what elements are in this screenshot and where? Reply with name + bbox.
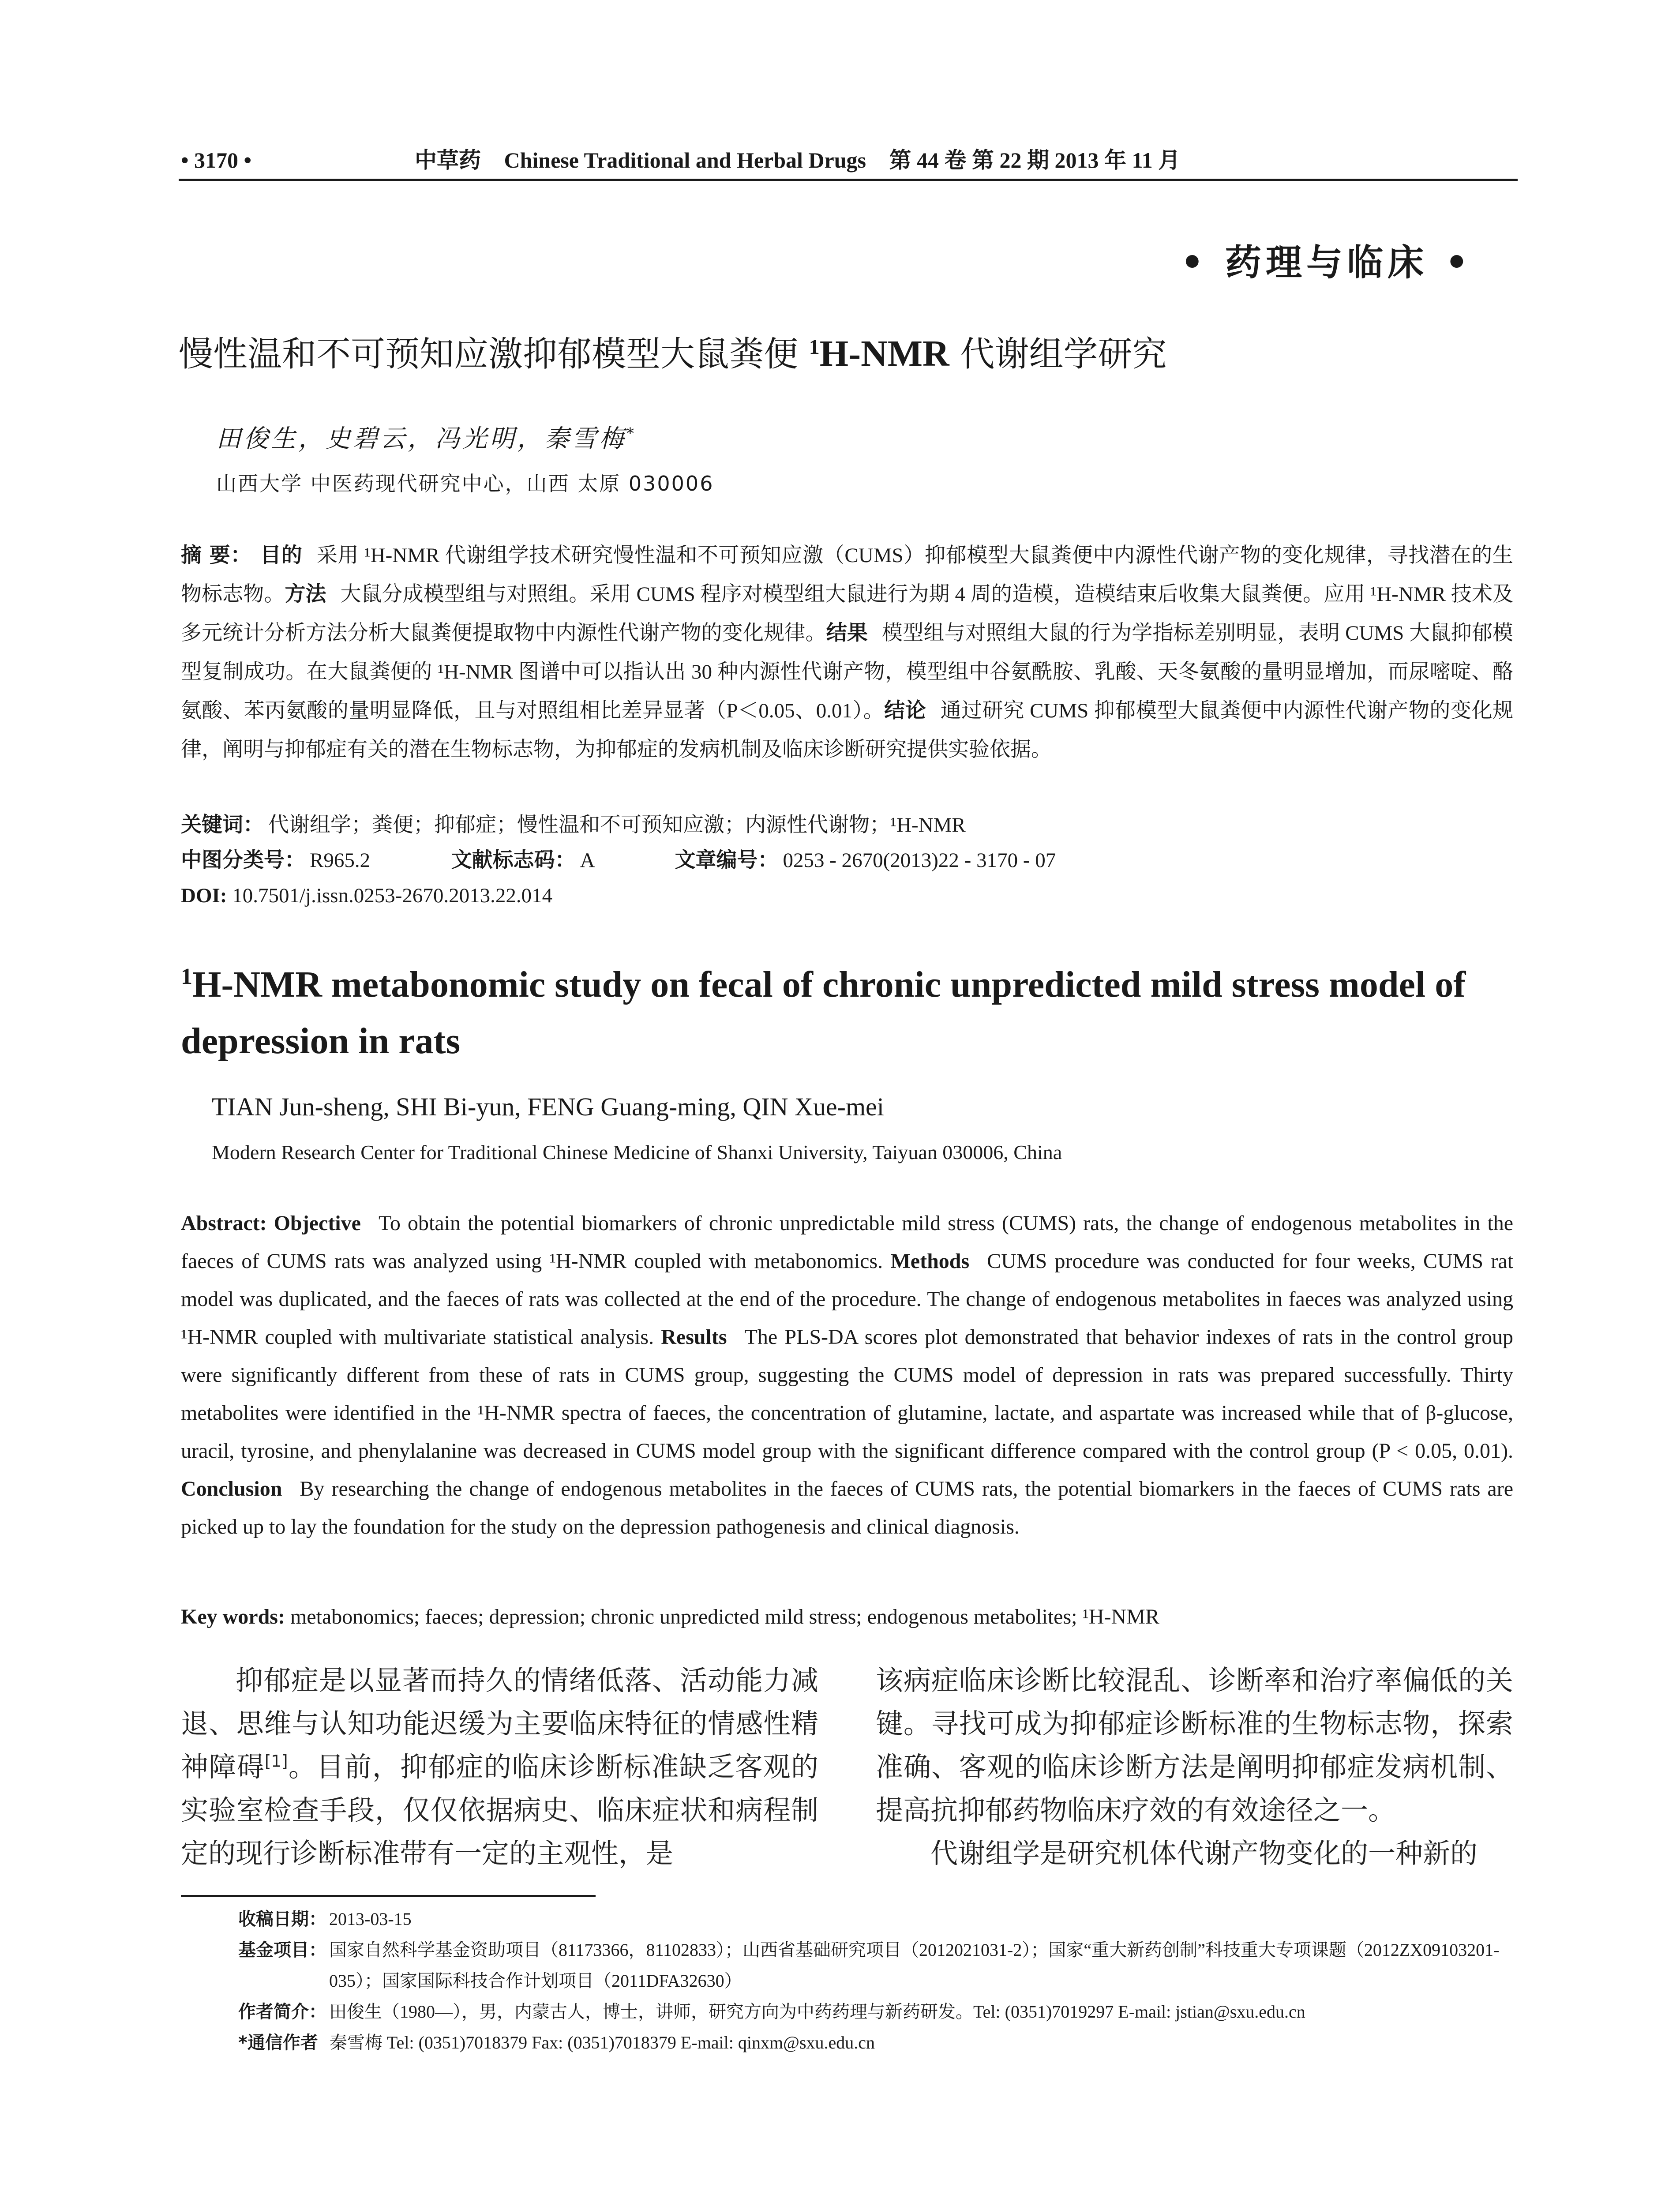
corresponding-text: 秦雪梅 Tel: (0351)7018379 Fax: (0351)7018379 E-mail: qinxm@sxu.edu.cn: [329, 2033, 875, 2052]
en-methods-label: Methods: [890, 1249, 970, 1273]
received-date: 2013-03-15: [329, 1909, 412, 1929]
body-paragraph: [181, 1659, 818, 1875]
en-abstract-label: Abstract:: [181, 1212, 267, 1235]
cn-methods-label: 方法: [285, 582, 326, 606]
en-keywords: [181, 1602, 1513, 1632]
body-column-right: [876, 1659, 1513, 1875]
en-conclusion-label: Conclusion: [181, 1477, 282, 1501]
cn-keywords-label: 关键词：: [181, 813, 264, 837]
author-bio-label: 作者简介：: [238, 2002, 326, 2022]
doc-code-value: A: [580, 849, 594, 872]
cn-title-sup: 1: [809, 335, 820, 359]
doi-value: 10.7501/j.issn.0253-2670.2013.22.014: [232, 884, 553, 907]
doc-code-label: 文献标志码：: [451, 848, 576, 872]
journal-name-en: Chinese Traditional and Herbal Drugs: [504, 148, 866, 173]
en-results: The PLS-DA scores plot demonstrated that behavior indexes of rats in the control group were significantly different from these of rats in CUMS group, suggesting the CUMS model of depression in rats was prepared successfully. Thirty metabolites were identified in the ¹H-NMR spectra of faeces, the concentration of glutamine, lactate, and aspartate was increased while that of β-glucose, uracil, tyrosine, and phenylalanine was decreased in CUMS model group with the significant difference compared with the control group (P < 0.05, 0.01).: [181, 1325, 1514, 1463]
cn-conclusion-label: 结论: [884, 698, 926, 723]
cn-keywords: [181, 810, 966, 840]
cn-author-names: 田俊生，史碧云，冯光明，秦雪梅: [216, 424, 626, 453]
article-no-value: 0253 - 2670(2013)22 - 3170 - 07: [783, 849, 1056, 872]
fund-label: 基金项目：: [238, 1940, 326, 1960]
citation-ref: [1]: [264, 1751, 288, 1771]
author-bio-text: 田俊生（1980—），男，内蒙古人，博士，讲师，研究方向为中药药理与新药研发。Tel: (0351)7019297 E-mail: jstian@sxu.edu.cn: [329, 2002, 1305, 2022]
footnote-rule: [181, 1895, 596, 1897]
cn-classification: [181, 845, 1056, 876]
cn-title-nmr: H-NMR: [819, 333, 949, 374]
body-text: 。目前，抑郁症的临床诊断标准缺乏客观的实验室检查手段，仅仅依据病史、临床症状和病程制定的现行诊断标准带有一定的主观性，是: [181, 1751, 818, 1869]
en-results-label: Results: [661, 1325, 727, 1349]
en-title-sup: 1: [181, 964, 192, 989]
cn-results-label: 结果: [826, 621, 868, 645]
header-rule: [179, 179, 1518, 181]
en-objective-label: Objective: [274, 1212, 361, 1235]
footnote-author: [238, 1996, 1518, 2027]
en-abstract: [181, 1204, 1513, 1546]
body-paragraph: 该病症临床诊断比较混乱、诊断率和治疗率偏低的关键。寻找可成为抑郁症诊断标准的生物标志物，探索准确、客观的临床诊断方法是阐明抑郁症发病机制、提高抗抑郁药物临床疗效的有效途径之一。: [876, 1664, 1513, 1826]
en-title: [181, 949, 1522, 1069]
body-text: 抑郁症是以显著而持久的情绪低落、活动能力减退、思维与认知功能迟缓为主要临床特征的情感性精神障碍: [181, 1664, 818, 1783]
cn-keywords-text: 代谢组学；粪便；抑郁症；慢性温和不可预知应激；内源性代谢物；¹H-NMR: [268, 814, 966, 837]
issue-info: 第 44 卷 第 22 期 2013 年 11 月: [889, 148, 1181, 173]
body-column-left: [181, 1659, 818, 1875]
journal-name-cn: 中草药: [415, 147, 481, 173]
en-methods: CUMS procedure was conducted for four weeks, CUMS rat model was duplicated, and the faeces of rats was collected at the end of the procedure. The change of endogenous metabolites in faeces was analyzed using ¹H-NMR coupled with multivariate statistical analysis.: [181, 1249, 1514, 1349]
doi-label: DOI:: [181, 884, 227, 907]
received-label: 收稿日期：: [238, 1909, 326, 1929]
section-tag: • 药理与临床 •: [1181, 241, 1473, 284]
en-title-text: H-NMR metabonomic study on fecal of chronic unpredicted mild stress model of depression in rats: [181, 964, 1466, 1062]
cn-title: [179, 326, 1520, 376]
corresponding-label: *通信作者: [238, 2033, 318, 2053]
cn-abstract: [181, 536, 1513, 769]
en-keywords-label: Key words:: [181, 1605, 285, 1628]
en-authors: TIAN Jun-sheng, SHI Bi-yun, FENG Guang-ming, QIN Xue-mei: [212, 1092, 884, 1121]
cn-title-prefix: 慢性温和不可预知应激抑郁模型大鼠粪便: [179, 334, 809, 374]
cn-conclusion: 通过研究 CUMS 抑郁模型大鼠粪便中内源性代谢产物的变化规律，阐明与抑郁症有关的潜在生物标志物，为抑郁症的发病机制及临床诊断研究提供实验依据。: [181, 699, 1514, 761]
cn-objective: 采用 ¹H-NMR 代谢组学技术研究慢性温和不可预知应激（CUMS）抑郁模型大鼠粪便中内源性代谢产物的变化规律，寻找潜在的生物标志物。: [181, 544, 1514, 606]
clc-value: R965.2: [310, 849, 371, 872]
cn-abstract-label: 摘 要：: [181, 543, 252, 567]
article-no-label: 文章编号：: [675, 848, 779, 872]
en-affiliation: Modern Research Center for Traditional Chinese Medicine of Shanxi University, Taiyuan 030006, China: [212, 1141, 1062, 1163]
clc-label: 中图分类号：: [181, 848, 305, 872]
body-paragraph: 代谢组学是研究机体代谢产物变化的一种新的: [930, 1837, 1478, 1869]
en-keywords-text: metabonomics; faeces; depression; chronic unpredicted mild stress; endogenous metabolites; ¹H-NMR: [290, 1605, 1159, 1628]
journal-line: [415, 140, 1180, 180]
cn-methods: 大鼠分成模型组与对照组。采用 CUMS 程序对模型组大鼠进行为期 4 周的造模，造模结束后收集大鼠粪便。应用 ¹H-NMR 技术及多元统计分析方法分析大鼠粪便提取物中内源性代谢产物的变化规律。: [181, 583, 1514, 645]
footnote-received: [238, 1904, 1518, 1935]
en-objective: To obtain the potential biomarkers of chronic unpredictable mild stress (CUMS) rats, the change of endogenous metabolites in the faeces of CUMS rats was analyzed using ¹H-NMR coupled with metabonomics.: [181, 1212, 1514, 1273]
footnote-fund: [238, 1935, 1518, 1996]
cn-results: 模型组与对照组大鼠的行为学指标差别明显，表明 CUMS 大鼠抑郁模型复制成功。在大鼠粪便的 ¹H-NMR 图谱中可以指认出 30 种内源性代谢产物，模型组中谷氨酰胺、乳酸、天冬氨酸的量明显增加，而尿嘧啶、酪氨酸、苯丙氨酸的量明显降低，且与对照组相比差异显著（P＜0.05、0.01）。: [181, 622, 1514, 722]
en-conclusion: By researching the change of endogenous metabolites in the faeces of CUMS rats, the potential biomarkers in the faeces of CUMS rats are picked up to lay the foundation for the study on the depression pathogenesis and clinical diagnosis.: [181, 1477, 1513, 1538]
doi-line: [181, 880, 552, 911]
cn-authors: [216, 419, 637, 454]
corresponding-mark: *: [626, 424, 637, 443]
fund-text: 国家自然科学基金资助项目（81173366，81102833）；山西省基础研究项目（2012021031-2）；国家“重大新药创制”科技重大专项课题（2012ZX09103201-035）；国家国际科技合作计划项目（2011DFA32630）: [329, 1940, 1500, 1991]
running-header: [181, 140, 1518, 180]
cn-affiliation: 山西大学 中医药现代研究中心，山西 太原 030006: [216, 472, 714, 495]
cn-objective-label: 目的: [260, 543, 303, 567]
page-number: • 3170 •: [181, 148, 252, 173]
footnotes: [238, 1904, 1518, 2058]
cn-title-suffix: 代谢组学研究: [949, 334, 1167, 374]
footnote-corresponding: [238, 2027, 1518, 2058]
